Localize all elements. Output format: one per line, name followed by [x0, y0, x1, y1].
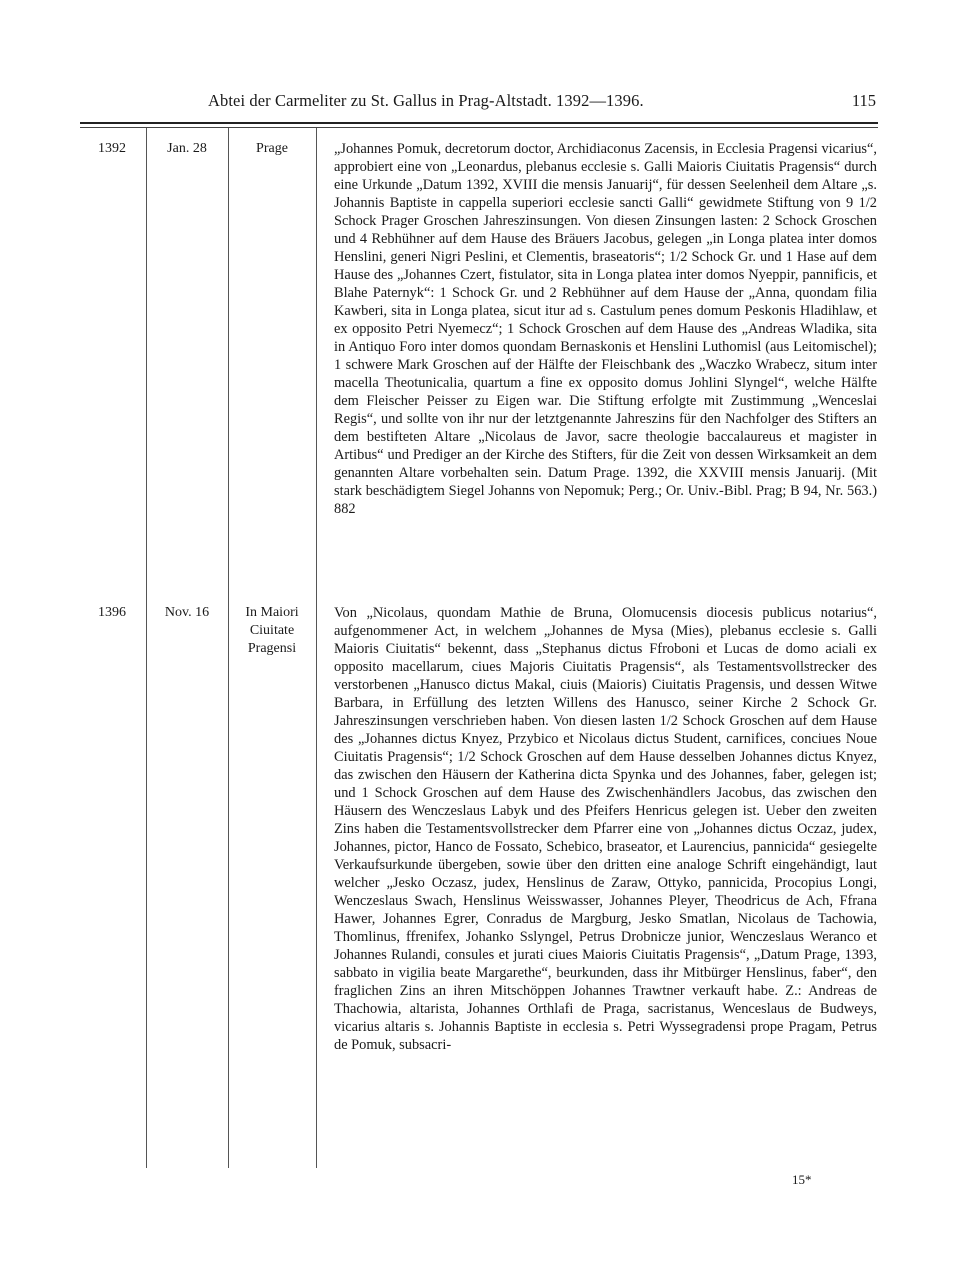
entry-year: 1392: [98, 141, 126, 156]
column-divider-date: [228, 128, 229, 1168]
entry-place: [230, 140, 314, 158]
header-rule-thin: [80, 127, 878, 128]
header-rule-thick: [80, 122, 878, 124]
entry-place-line: In Maiori: [245, 605, 299, 620]
entry-paragraph: Von „Nicolaus, quondam Mathie de Bruna, Olomucensis diocesis publicus notarius“, aufgenommener Act, in welchem „Johannes de Mysa (Mies), plebanus ecclesie s. Galli Maioris Ciuitatis“ bekennt, dass „Stephanus dictus Ffroboni et Lucas de domo aciali ex opposito macellarum, ciues Majoris Ciuitatis Pragensis“, als Testamentsvollstrecker des verstorbenen „Hanusco dictus Makal, ciuis (Maioris) Ciuitatis Pragensis, und dessen Witwe Barbara, in Erfüllung des letzten Willens des Hanusco, seiner Kirche 2 Schock Gr. Jahreszinsungen verschrieben haben. Von diesen lasten 1/2 Schock Groschen auf dem Hause des „Johannes dictus Knyez, Przybico et Nicolaus dictus Student, carnifices, conciues Noue Ciuitatis Pragensis“; 1/2 Schock Groschen auf dem Hause desselben Johannes dictus Knyez, das zwischen den Häusern der Katherina dicta Spynka und des Johannes, faber, gelegen ist; und 1 Schock Groschen auf dem Hause des Zwischenhändlers Jacobus, das zwischen den Häusern des Wenczeslaus Labyk und des Pfeifers Henricus gelegen ist. Ueber den zweiten Zins haben die Testamentsvollstrecker dem Pfarrer eine von „Johannes dictus Oczaz, judex, Johannes, pictor, Hanco de Fossato, Schebico, braseator, et Laurencius, pannicida“ gesiegelte Verkaufsurkunde übergeben, sowie über den dritten eine analoge Schrift eingehändigt, laut welcher „Jesko Oczasz, judex, Henslinus de Zaraw, Ottyko, pannicida, Procopius Longi, Wenczeslaus Swach, Henslinus Weisswasser, Johannes Pleyer, Theodricus de Ach, Ffrana Hawer, Johannes Egrer, Conradus de Margburg, Jesko Smatlan, Nicolaus de Tachowia, Thomlinus, ffrenifex, Johanko Sslyngel, Petrus Drobnicze junior, Wenczeslaus Weranco et Johannes Rulandi, consules et jurati ciues Maioris Ciuitatis Pragensis“, „Datum Prage, 1393, sabbato in vigilia beate Margarethe“, beurkunden, dass ihr Mitbürger Henslinus, faber“, den fraglichen Zins an ihren Mitschöppen Johannes Trawtner verkauft habe. Z.: Andreas de Thachowia, altarista, Johannes Orthlafi de Praga, sacristanus, Wenceslaus de Budweys, vicarius altaris s. Johannis Baptiste in ecclesia s. Petri Wyssegradensi prope Pragam, Petrus de Pomuk, subsacri-: [334, 605, 877, 1053]
entry-place: [230, 604, 314, 658]
page-header: [80, 91, 880, 113]
entry-paragraph: „Johannes Pomuk, decretorum doctor, Archidiaconus Zacensis, in Ecclesia Pragensi vicarius“, approbiert eine von „Leonardus, plebanus ecclesie s. Galli Maioris Ciuitatis Pragensis“ durch eine Urkunde „Datum 1392, XVIII die mensis Januarij“, für dessen Seelenheil dem Altare „s. Johannis Baptiste in cappella superiori ecclesie sancti Galli“ gewidmete Stiftung von 9 1/2 Schock Prager Groschen Jahreszinsungen. Von diesen Zinsungen lasten: 2 Schock Groschen und 4 Rebhühner auf dem Hause des Bräuers Jacobus, gelegen „in Longa platea inter domos Henslini, generi Nigri Peslini, et Clementis, braseatoris“; 1/2 Schock Gr. und 1 Hase auf dem Hause des „Johannes Czert, fistulator, sita in Longa platea inter domos Nyeppir, pannificis, et Blahe Paternyk“: 1 Schock Gr. und 2 Rebhühner auf dem Hause der „Anna, quondam filia Kawberi, sita in Longa platea, sicut itur ad s. Castulum penes domum Peskonis Hladihlaw, et ex opposito Petri Nyemecz“; 1 Schock Groschen auf dem Hause des „Andreas Wladika, sita in Antiquo Foro inter domos quondam Bernaskonis et Henslini Luthomisl (aus Leitomischel); 1 schwere Mark Groschen auf der Hälfte der Fleischbank des „Waczko Wrabecz, situm inter macella Theotunicalia, quartum a fine ex opposito domus Johlini Slyngel“, welche Hälfte dem Fleischer Peisser zu Eigen war. Die Stiftung erfolgte mit Zustimmung „Wenceslai Regis“, und sollte von ihr nur der letztgenannte Jahreszins für den Nachfolger des Stifters an dem bestifteten Altare „Nicolaus de Javor, sacre theologie baccalaureus et magister in Artibus“ und Prediger an der Kirche des Stifters, für die Zeit von dessen Wirksamkeit an dem genannten Altare vorbehalten sein. Datum Prage. 1392, die XXVIII mensis Januarij. (Mit stark beschädigtem Siegel Johanns von Nepomuk; Perg.; Or. Univ.-Bibl. Prag; B 94, Nr. 563.) 882: [334, 141, 877, 517]
entry-text: [334, 604, 877, 1160]
column-divider-year: [146, 128, 147, 1168]
column-divider-place: [316, 128, 317, 1168]
running-title: Abtei der Carmeliter zu St. Gallus in Prag-Altstadt. 1392—1396.: [208, 91, 644, 110]
entry-place-line: Pragensi: [247, 641, 297, 656]
signature-mark: 15*: [792, 1172, 812, 1187]
entry-date: Nov. 16: [164, 605, 210, 620]
entry-place-line: Ciuitate: [249, 623, 295, 638]
entry-place-line: Prage: [256, 141, 288, 156]
entry-year: 1396: [98, 605, 126, 620]
page-number: 115: [851, 91, 876, 110]
entry-date: Jan. 28: [167, 141, 207, 156]
entry-text: [334, 140, 877, 590]
